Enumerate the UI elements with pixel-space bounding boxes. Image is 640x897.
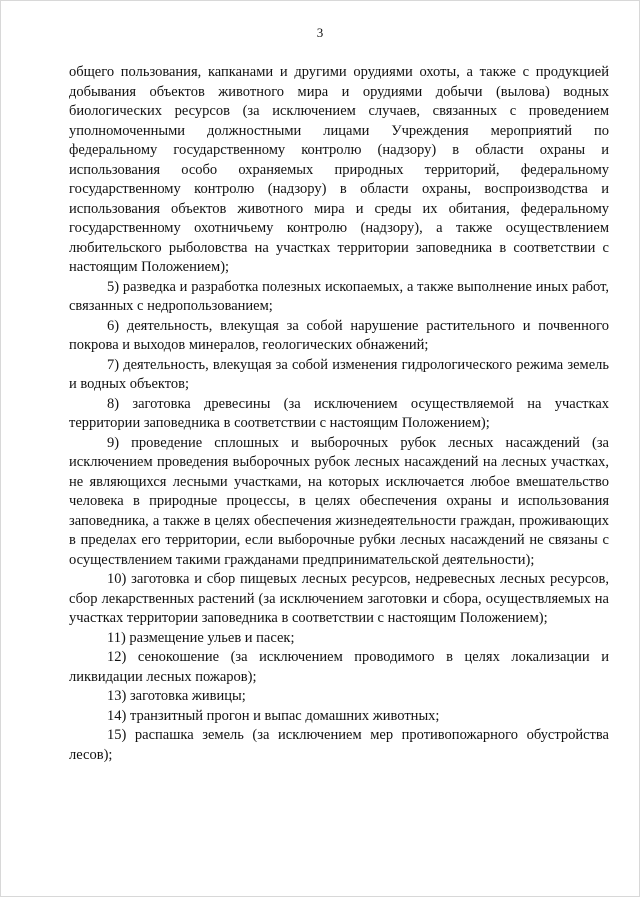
paragraph-item-5: 5) разведка и разработка полезных ископаемых, а также выполнение иных работ, связанных с недропользованием; [69,278,609,314]
document-body [69,63,609,765]
paragraph-item-10: 10) заготовка и сбор пищевых лесных ресурсов, недревесных лесных ресурсов, сбор лекарственных растений (за исключением заготовки и сбора, осуществляемых на участках территории заповедника в соответствии с настоящим Положением); [69,571,609,626]
paragraph-item-8: 8) заготовка древесины (за исключением осуществляемой на участках территории заповедника в соответствии с настоящим Положением); [69,395,609,431]
paragraph-item-15: 15) распашка земель (за исключением мер противопожарного обустройства лесов); [69,727,609,763]
paragraph-item-9: 9) проведение сплошных и выборочных рубок лесных насаждений (за исключением проведения выборочных рубок лесных насаждений на лесных участках, не являющихся лесными участками, на которых исключается любое вмешательство человека в природные процессы, в целях обеспечения охраны и использования заповедника, а также в целях обеспечения жизнедеятельности граждан, проживающих в пределах его территории, если выборочные рубки лесных насаждений не связаны с осуществлением такими гражданами предпринимательской деятельности); [69,434,609,568]
paragraph-item-6: 6) деятельность, влекущая за собой нарушение растительного и почвенного покрова и выходов минералов, геологических обнажений; [69,317,609,353]
paragraph-item-7: 7) деятельность, влекущая за собой изменения гидрологического режима земель и водных объектов; [69,356,609,392]
paragraph-item-12: 12) сенокошение (за исключением проводимого в целях локализации и ликвидации лесных пожаров); [69,649,609,685]
paragraph-item-11: 11) размещение ульев и пасек; [107,629,295,646]
page-number: 3 [316,25,324,40]
paragraph-continuation: общего пользования, капканами и другими орудиями охоты, а также с продукцией добывания объектов животного мира и орудиями добычи (вылова) водных биологических ресурсов (за исключением случаев, связанных с проведением уполномоченными должностными лицами Учреждения мероприятий по федеральному государственному контролю (надзору) в области охраны и использования особо охраняемых природных территорий, федеральному государственному контролю (надзору) в области охраны, воспроизводства и использования объектов животного мира и среды их обитания, федеральному государственному охотничьему контролю (надзору), а также осуществлением любительского рыболовства на участках территории заповедника в соответствии с настоящим Положением); [69,64,609,275]
paragraph-item-14: 14) транзитный прогон и выпас домашних животных; [107,707,440,724]
paragraph-item-13: 13) заготовка живицы; [107,688,246,704]
